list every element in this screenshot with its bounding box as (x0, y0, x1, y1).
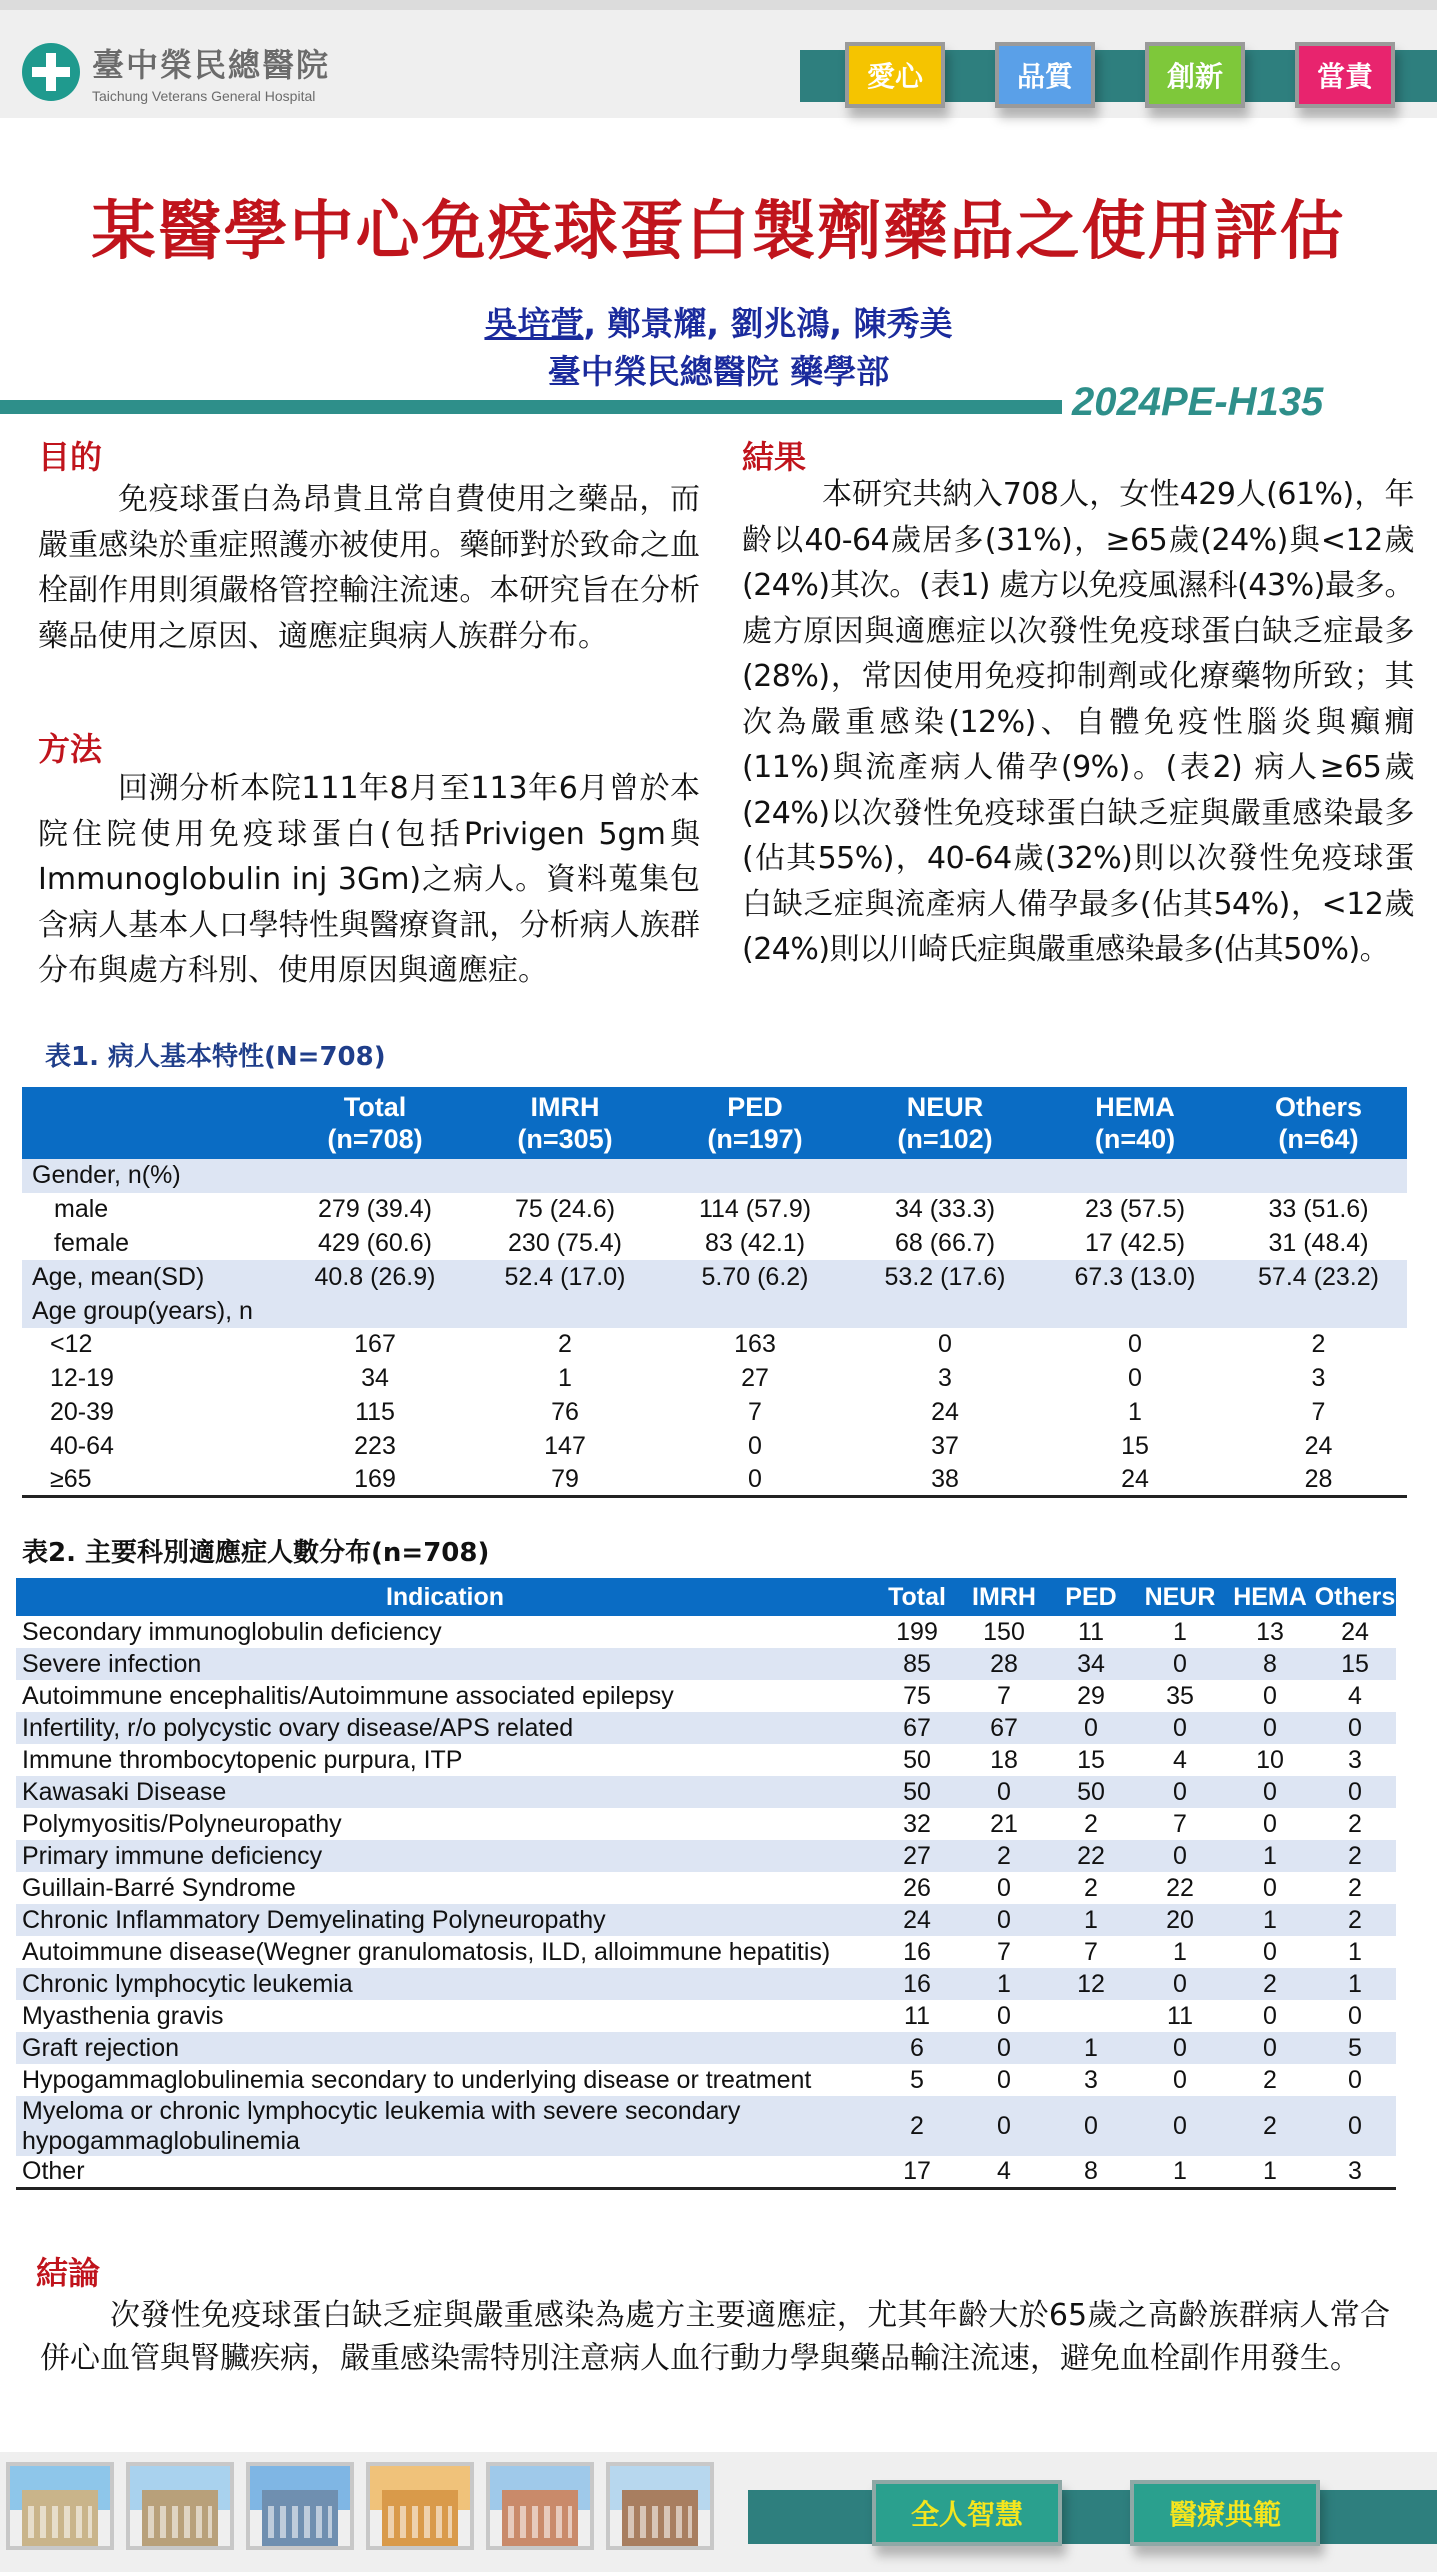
table-cell: 115 (355, 1397, 395, 1426)
methods-text: 回溯分析本院111年8月至113年6月曾於本院住院使用免疫球蛋白(包括Privigen 5gm與Immunoglobulin inj 3Gm)之病人。資料蒐集包含病人基本人口學特性與醫療資訊，分析病人族群分布與處方科別、使用原因與適應症。 (38, 771, 700, 988)
row-label: 12-19 (50, 1364, 114, 1393)
table-cell: 199 (896, 1618, 938, 1646)
poster-code: 2024PE-H135 (1072, 380, 1324, 424)
table-cell: 429 (60.6) (318, 1228, 432, 1257)
row-label: Age, mean(SD) (22, 1260, 280, 1294)
table-cell: 26 (903, 1874, 931, 1902)
divider-rule (0, 400, 1062, 414)
table-cell: 11 (904, 2002, 930, 2030)
table2-header-ped: PED (1048, 1578, 1134, 1616)
table-cell: 5 (910, 2066, 924, 2094)
poster-title: 某醫學中心免疫球蛋白製劑藥品之使用評估 (91, 195, 1346, 269)
slogan-badge-holistic: 全人智慧 (872, 2480, 1062, 2546)
table-cell: 0 (1314, 2096, 1396, 2156)
table-cell: 150 (983, 1618, 1025, 1646)
table-cell: 2 (1348, 1810, 1362, 1838)
table-cell: 2 (558, 1330, 572, 1359)
row-label: 40-64 (50, 1431, 114, 1460)
table-cell: 32 (903, 1810, 931, 1838)
table2-indications (16, 1578, 1396, 2190)
table-cell: 31 (48.4) (1268, 1228, 1369, 1257)
table1-header-imrh: IMRH (n=305) (470, 1087, 660, 1159)
table-cell: 0 (997, 2066, 1011, 2094)
indication-label: Kawasaki Disease (16, 1776, 874, 1808)
hospital-photo-strip (6, 2462, 714, 2550)
table-row (16, 2096, 1396, 2156)
indication-label: Secondary immunoglobulin deficiency (22, 1618, 442, 1646)
indication-label: Immune thrombocytopenic purpura, ITP (22, 1746, 463, 1774)
table-row (16, 1648, 1396, 1680)
table-cell: 34 (1048, 1648, 1134, 1680)
table-cell: 24 (1304, 1431, 1333, 1460)
table-cell: 5.70 (6.2) (660, 1260, 850, 1294)
table-cell: 0 (1134, 2032, 1226, 2064)
table2-header-hema: HEMA (1226, 1578, 1314, 1616)
table-cell (470, 1159, 660, 1193)
table-cell (850, 1294, 1040, 1328)
table-cell (280, 1294, 470, 1328)
table-cell: 114 (57.9) (698, 1195, 812, 1224)
logo-text (92, 40, 330, 104)
table-row (22, 1227, 1407, 1261)
table-cell: 8 (1226, 1648, 1314, 1680)
table-cell: 0 (1226, 1712, 1314, 1744)
table-cell: 11 (1167, 2002, 1193, 2030)
table-cell: 12 (1048, 1968, 1134, 2000)
indication-label: Infertility, r/o polycystic ovary disease/APS related (16, 1712, 874, 1744)
table-cell: 3 (1311, 1364, 1326, 1393)
table-row (16, 2064, 1396, 2096)
indication-label: Myasthenia gravis (22, 2002, 224, 2030)
table-cell: 0 (1048, 1712, 1134, 1744)
methods-heading: 方法 (38, 730, 103, 768)
table-cell: 0 (1263, 1874, 1277, 1902)
table-row (16, 1808, 1396, 1840)
table-cell: 0 (1263, 2002, 1277, 2030)
table-cell: 29 (1077, 1682, 1105, 1710)
table2-header-indication: Indication (16, 1578, 874, 1616)
table-cell: 34 (361, 1364, 389, 1393)
author-list (0, 298, 1437, 345)
table-cell: 57.4 (23.2) (1230, 1260, 1407, 1294)
table-cell: 1 (1348, 1938, 1362, 1966)
table-row (22, 1463, 1407, 1497)
table-row (16, 1936, 1396, 1968)
table1-header-others: Others (n=64) (1230, 1087, 1407, 1159)
table2-header-imrh: IMRH (960, 1578, 1048, 1616)
table-row (16, 1616, 1396, 1648)
table-cell: 0 (1128, 1364, 1142, 1393)
table-row (16, 2156, 1396, 2188)
table-cell: 50 (903, 1746, 931, 1774)
table-cell: 0 (1314, 1776, 1396, 1808)
table-cell: 0 (1134, 1840, 1226, 1872)
table2-caption: 表2. 主要科別適應症人數分布(n=708) (22, 1538, 490, 1568)
table2-header-others: Others (1314, 1578, 1396, 1616)
table-cell: 24 (931, 1397, 959, 1426)
table-cell: 18 (990, 1746, 1018, 1774)
table-cell (660, 1294, 850, 1328)
table-cell: 0 (1348, 2066, 1362, 2094)
table-cell: 3 (1348, 1746, 1362, 1774)
table-cell: 0 (1128, 1330, 1142, 1359)
indication-label: Autoimmune encephalitis/Autoimmune associated epilepsy (22, 1682, 674, 1710)
table-cell: 0 (1134, 1968, 1226, 2000)
slogan-badge-model: 醫療典範 (1130, 2480, 1320, 2546)
table-cell: 21 (990, 1810, 1018, 1838)
table-cell: 27 (874, 1840, 960, 1872)
table-row (22, 1260, 1407, 1294)
table-cell: 4 (960, 2156, 1048, 2188)
table-row (16, 1712, 1396, 1744)
table-cell: 22 (1166, 1874, 1194, 1902)
table-cell: 1 (1048, 1904, 1134, 1936)
hospital-building-photo (126, 2462, 234, 2550)
row-label: ≥65 (22, 1463, 280, 1497)
indication-label: Primary immune deficiency (16, 1840, 874, 1872)
table-cell: 0 (960, 2032, 1048, 2064)
indication-label: Other (16, 2156, 874, 2188)
table-cell: 24 (874, 1904, 960, 1936)
indication-label: Autoimmune disease(Wegner granulomatosis, ILD, alloimmune hepatitis) (22, 1938, 831, 1966)
table-cell (1048, 2000, 1134, 2032)
table-row (16, 1872, 1396, 1904)
table-cell: 1 (1134, 2156, 1226, 2188)
table-cell: 0 (1134, 1712, 1226, 1744)
table-cell: 0 (1226, 2032, 1314, 2064)
table-cell: 37 (931, 1431, 959, 1460)
table-cell: 0 (1348, 2002, 1362, 2030)
table-row (16, 1904, 1396, 1936)
table-cell: 75 (24.6) (514, 1195, 616, 1224)
table-cell: 7 (997, 1938, 1011, 1966)
hospital-cross-logo-icon (22, 43, 80, 101)
value-badge-innovation: 創新 (1145, 42, 1245, 108)
table-cell: 2 (1226, 2096, 1314, 2156)
table-cell: 75 (903, 1682, 931, 1710)
hospital-building-photo (6, 2462, 114, 2550)
table-cell: 35 (1166, 1682, 1194, 1710)
table-cell: 0 (1134, 2096, 1226, 2156)
table-cell: 50 (874, 1776, 960, 1808)
conclusion-heading: 結論 (36, 2254, 101, 2292)
table-cell: 167 (354, 1330, 396, 1359)
table-cell: 5 (1314, 2032, 1396, 2064)
table-cell: 13 (1256, 1618, 1284, 1646)
table-row (16, 1840, 1396, 1872)
table-cell: 0 (1263, 1682, 1277, 1710)
table-cell: 79 (470, 1463, 660, 1497)
table-cell: 2 (1084, 1874, 1098, 1902)
indication-label: Guillain-Barré Syndrome (22, 1874, 296, 1902)
table-cell: 0 (1263, 1810, 1277, 1838)
table-cell: 34 (33.3) (894, 1195, 996, 1224)
row-label: Gender, n(%) (22, 1159, 280, 1193)
indication-label: Myeloma or chronic lymphocytic leukemia with severe secondary hypogammaglobulinemia (16, 2096, 874, 2156)
table-cell: 17 (42.5) (1084, 1228, 1186, 1257)
table-cell: 0 (660, 1463, 850, 1497)
table-cell: 22 (1048, 1840, 1134, 1872)
table-cell: 0 (1048, 2096, 1134, 2156)
table-cell: 0 (997, 1874, 1011, 1902)
table-cell: 83 (42.1) (704, 1228, 806, 1257)
table-cell: 4 (1348, 1682, 1362, 1710)
indication-label: Graft rejection (16, 2032, 874, 2064)
table-cell: 28 (1230, 1463, 1407, 1497)
table-cell: 85 (874, 1648, 960, 1680)
table-cell: 76 (551, 1397, 579, 1426)
table-cell: 147 (544, 1431, 586, 1460)
table-cell: 24 (1341, 1618, 1369, 1646)
table-cell: 7 (1173, 1810, 1187, 1838)
table-row (22, 1429, 1407, 1463)
table-cell: 67 (960, 1712, 1048, 1744)
table1-header-ped: PED (n=197) (660, 1087, 850, 1159)
table-cell: 15 (1077, 1746, 1105, 1774)
hospital-building-photo (366, 2462, 474, 2550)
table-cell: 67.3 (13.0) (1040, 1260, 1230, 1294)
table-cell: 1 (1173, 1618, 1187, 1646)
table-cell: 2 (1263, 2066, 1277, 2094)
table-cell: 0 (1314, 1712, 1396, 1744)
objective-text: 免疫球蛋白為昂貴且常自費使用之藥品，而嚴重感染於重症照護亦被使用。藥師對於致命之血栓副作用則須嚴格管控輸注流速。本研究旨在分析藥品使用之原因、適應症與病人族群分布。 (38, 482, 700, 654)
table-row (16, 1680, 1396, 1712)
row-label: 20-39 (50, 1397, 114, 1426)
table-cell: 16 (874, 1968, 960, 2000)
table-cell: 2 (874, 2096, 960, 2156)
table-cell: 7 (1311, 1397, 1326, 1426)
results-heading: 結果 (742, 438, 807, 476)
table-cell: 15 (1121, 1431, 1149, 1460)
table1-header-total: Total (n=708) (280, 1087, 470, 1159)
row-label: female (54, 1228, 130, 1257)
table-cell: 0 (960, 1904, 1048, 1936)
table-cell: 40.8 (26.9) (280, 1260, 470, 1294)
table1-header-row (22, 1087, 1407, 1159)
table-cell: 2 (1311, 1330, 1326, 1359)
table-row (16, 2000, 1396, 2032)
table-cell (470, 1294, 660, 1328)
table-cell: 4 (1173, 1746, 1187, 1774)
table-cell: 7 (1084, 1938, 1098, 1966)
table-cell: 2 (1314, 1904, 1396, 1936)
table-cell: 1 (1226, 1904, 1314, 1936)
row-label: <12 (50, 1330, 93, 1359)
table-cell: 67 (874, 1712, 960, 1744)
table2-header-total: Total (874, 1578, 960, 1616)
table-cell: 3 (1084, 2066, 1098, 2094)
table-cell (1040, 1294, 1230, 1328)
table2-header-row (16, 1578, 1396, 1616)
results-text: 本研究共納入708人，女性429人(61%)，年齡以40-64歲居多(31%)，≥65歲(24%)與<12歲(24%)其次。(表1) 處方以免疫風濕科(43%)最多。處方原因與適應症以次發性免疫球蛋白缺乏症最多(28%)，常因使用免疫抑制劑或化療藥物所致；其次為嚴重感染(12%)、自體免疫性腦炎與癲癇(11%)與流產病人備孕(9%)。(表2) 病人≥65歲(24%)以次發性免疫球蛋白缺乏症與嚴重感染最多(佔其55%)，40-64歲(32%)則以次發性免疫球蛋白缺乏症與流產病人備孕最多(佔其54%)，<12歲(24%)則以川崎氏症與嚴重感染最多(佔其50%)。 (742, 477, 1414, 967)
indication-label: Hypogammaglobulinemia secondary to underlying disease or treatment (22, 2066, 812, 2094)
table-cell: 2 (1348, 1874, 1362, 1902)
hospital-building-photo (606, 2462, 714, 2550)
hospital-logo[interactable] (22, 40, 330, 104)
table-cell: 230 (75.4) (508, 1228, 622, 1257)
table-row (22, 1294, 1407, 1328)
table-cell: 20 (1134, 1904, 1226, 1936)
table1-header-hema: HEMA (n=40) (1040, 1087, 1230, 1159)
table1-patient-characteristics (22, 1087, 1407, 1498)
indication-label: Chronic Inflammatory Demyelinating Polyneuropathy (16, 1904, 874, 1936)
department: 臺中榮民總醫院 藥學部 (547, 352, 890, 391)
conclusion-text: 次發性免疫球蛋白缺乏症與嚴重感染為處方主要適應症，尤其年齡大於65歲之高齡族群病人常合併心血管與腎臟疾病，嚴重感染需特別注意病人血行動力學與藥品輸注流速，避免血栓副作用發生。 (40, 2298, 1390, 2376)
table-row (22, 1328, 1407, 1362)
table-cell: 38 (850, 1463, 1040, 1497)
table-cell: 2 (960, 1840, 1048, 1872)
table-cell: 0 (1226, 1776, 1314, 1808)
table-cell: 6 (874, 2032, 960, 2064)
hospital-building-photo (486, 2462, 594, 2550)
table-cell: 0 (960, 2096, 1048, 2156)
table-cell (660, 1159, 850, 1193)
row-label: male (54, 1195, 109, 1224)
table-cell: 1 (1226, 1840, 1314, 1872)
indication-label: Chronic lymphocytic leukemia (16, 1968, 874, 2000)
table-cell (1230, 1294, 1407, 1328)
table-cell: 169 (280, 1463, 470, 1497)
hospital-building-photo (246, 2462, 354, 2550)
table-cell: 163 (734, 1330, 776, 1359)
table-row (16, 2032, 1396, 2064)
table-cell (1040, 1159, 1230, 1193)
value-badge-quality: 品質 (995, 42, 1095, 108)
table-cell: 223 (354, 1431, 396, 1460)
table-row (22, 1362, 1407, 1396)
table1-header-empty (22, 1087, 280, 1159)
value-badge-love: 愛心 (845, 42, 945, 108)
table-cell: 53.2 (17.6) (850, 1260, 1040, 1294)
table-cell: 279 (39.4) (318, 1195, 432, 1224)
table-cell: 0 (1134, 1648, 1226, 1680)
table-cell: 16 (903, 1938, 931, 1966)
table-cell: 3 (938, 1364, 952, 1393)
table2-header-neur: NEUR (1134, 1578, 1226, 1616)
table-cell: 10 (1256, 1746, 1284, 1774)
table-cell: 0 (1263, 1938, 1277, 1966)
table-cell: 1 (1314, 1968, 1396, 2000)
co-authors: , 鄭景耀, 劉兆鴻, 陳秀美 (583, 304, 953, 343)
table-cell: 1 (1128, 1397, 1142, 1426)
table-cell: 7 (748, 1397, 762, 1426)
table-cell: 11 (1078, 1618, 1104, 1646)
table-cell: 0 (1173, 2066, 1187, 2094)
table-cell: 0 (997, 2002, 1011, 2030)
table-cell: 15 (1314, 1648, 1396, 1680)
table-row (16, 1968, 1396, 2000)
table-cell (850, 1159, 1040, 1193)
value-badge-accountability: 當責 (1295, 42, 1395, 108)
table-cell: 24 (1040, 1463, 1230, 1497)
table-cell: 17 (874, 2156, 960, 2188)
table-cell: 2 (1314, 1840, 1396, 1872)
table-cell: 27 (741, 1364, 769, 1393)
table-cell: 0 (1134, 1776, 1226, 1808)
table1-header-neur: NEUR (n=102) (850, 1087, 1040, 1159)
table-row (22, 1193, 1407, 1227)
table-cell: 50 (1048, 1776, 1134, 1808)
table-cell (1230, 1159, 1407, 1193)
table-cell: 28 (960, 1648, 1048, 1680)
objective-heading: 目的 (38, 438, 103, 476)
table-cell: 33 (51.6) (1268, 1195, 1369, 1224)
first-author: 吳培萱 (484, 304, 584, 343)
hospital-name-zh: 臺中榮民總醫院 (92, 46, 331, 84)
row-label: Age group(years), n (22, 1294, 280, 1328)
table-row (22, 1159, 1407, 1193)
table-cell: 1 (960, 1968, 1048, 2000)
table-row (16, 1744, 1396, 1776)
indication-label: Severe infection (16, 1648, 874, 1680)
table-cell: 7 (997, 1682, 1011, 1710)
table-cell: 0 (748, 1431, 762, 1460)
table-cell: 23 (57.5) (1084, 1195, 1186, 1224)
header-bar (0, 0, 1437, 118)
table-cell: 1 (1173, 1938, 1187, 1966)
table-cell (280, 1159, 470, 1193)
table-cell: 8 (1048, 2156, 1134, 2188)
table-cell: 1 (1226, 2156, 1314, 2188)
table-cell: 0 (960, 1776, 1048, 1808)
hospital-name-en: Taichung Veterans General Hospital (92, 88, 316, 104)
table-row (22, 1396, 1407, 1430)
table1-caption: 表1. 病人基本特性(N=708) (45, 1042, 386, 1072)
table-cell: 2 (1226, 1968, 1314, 2000)
table-cell: 1 (558, 1364, 572, 1393)
indication-label: Polymyositis/Polyneuropathy (22, 1810, 342, 1838)
table-row (16, 1776, 1396, 1808)
footer-teal-band (748, 2490, 1437, 2544)
table-cell: 1 (1048, 2032, 1134, 2064)
table-cell: 3 (1314, 2156, 1396, 2188)
table-cell: 52.4 (17.0) (470, 1260, 660, 1294)
table-cell: 68 (66.7) (894, 1228, 996, 1257)
table-cell: 2 (1084, 1810, 1098, 1838)
table-cell: 0 (938, 1330, 952, 1359)
